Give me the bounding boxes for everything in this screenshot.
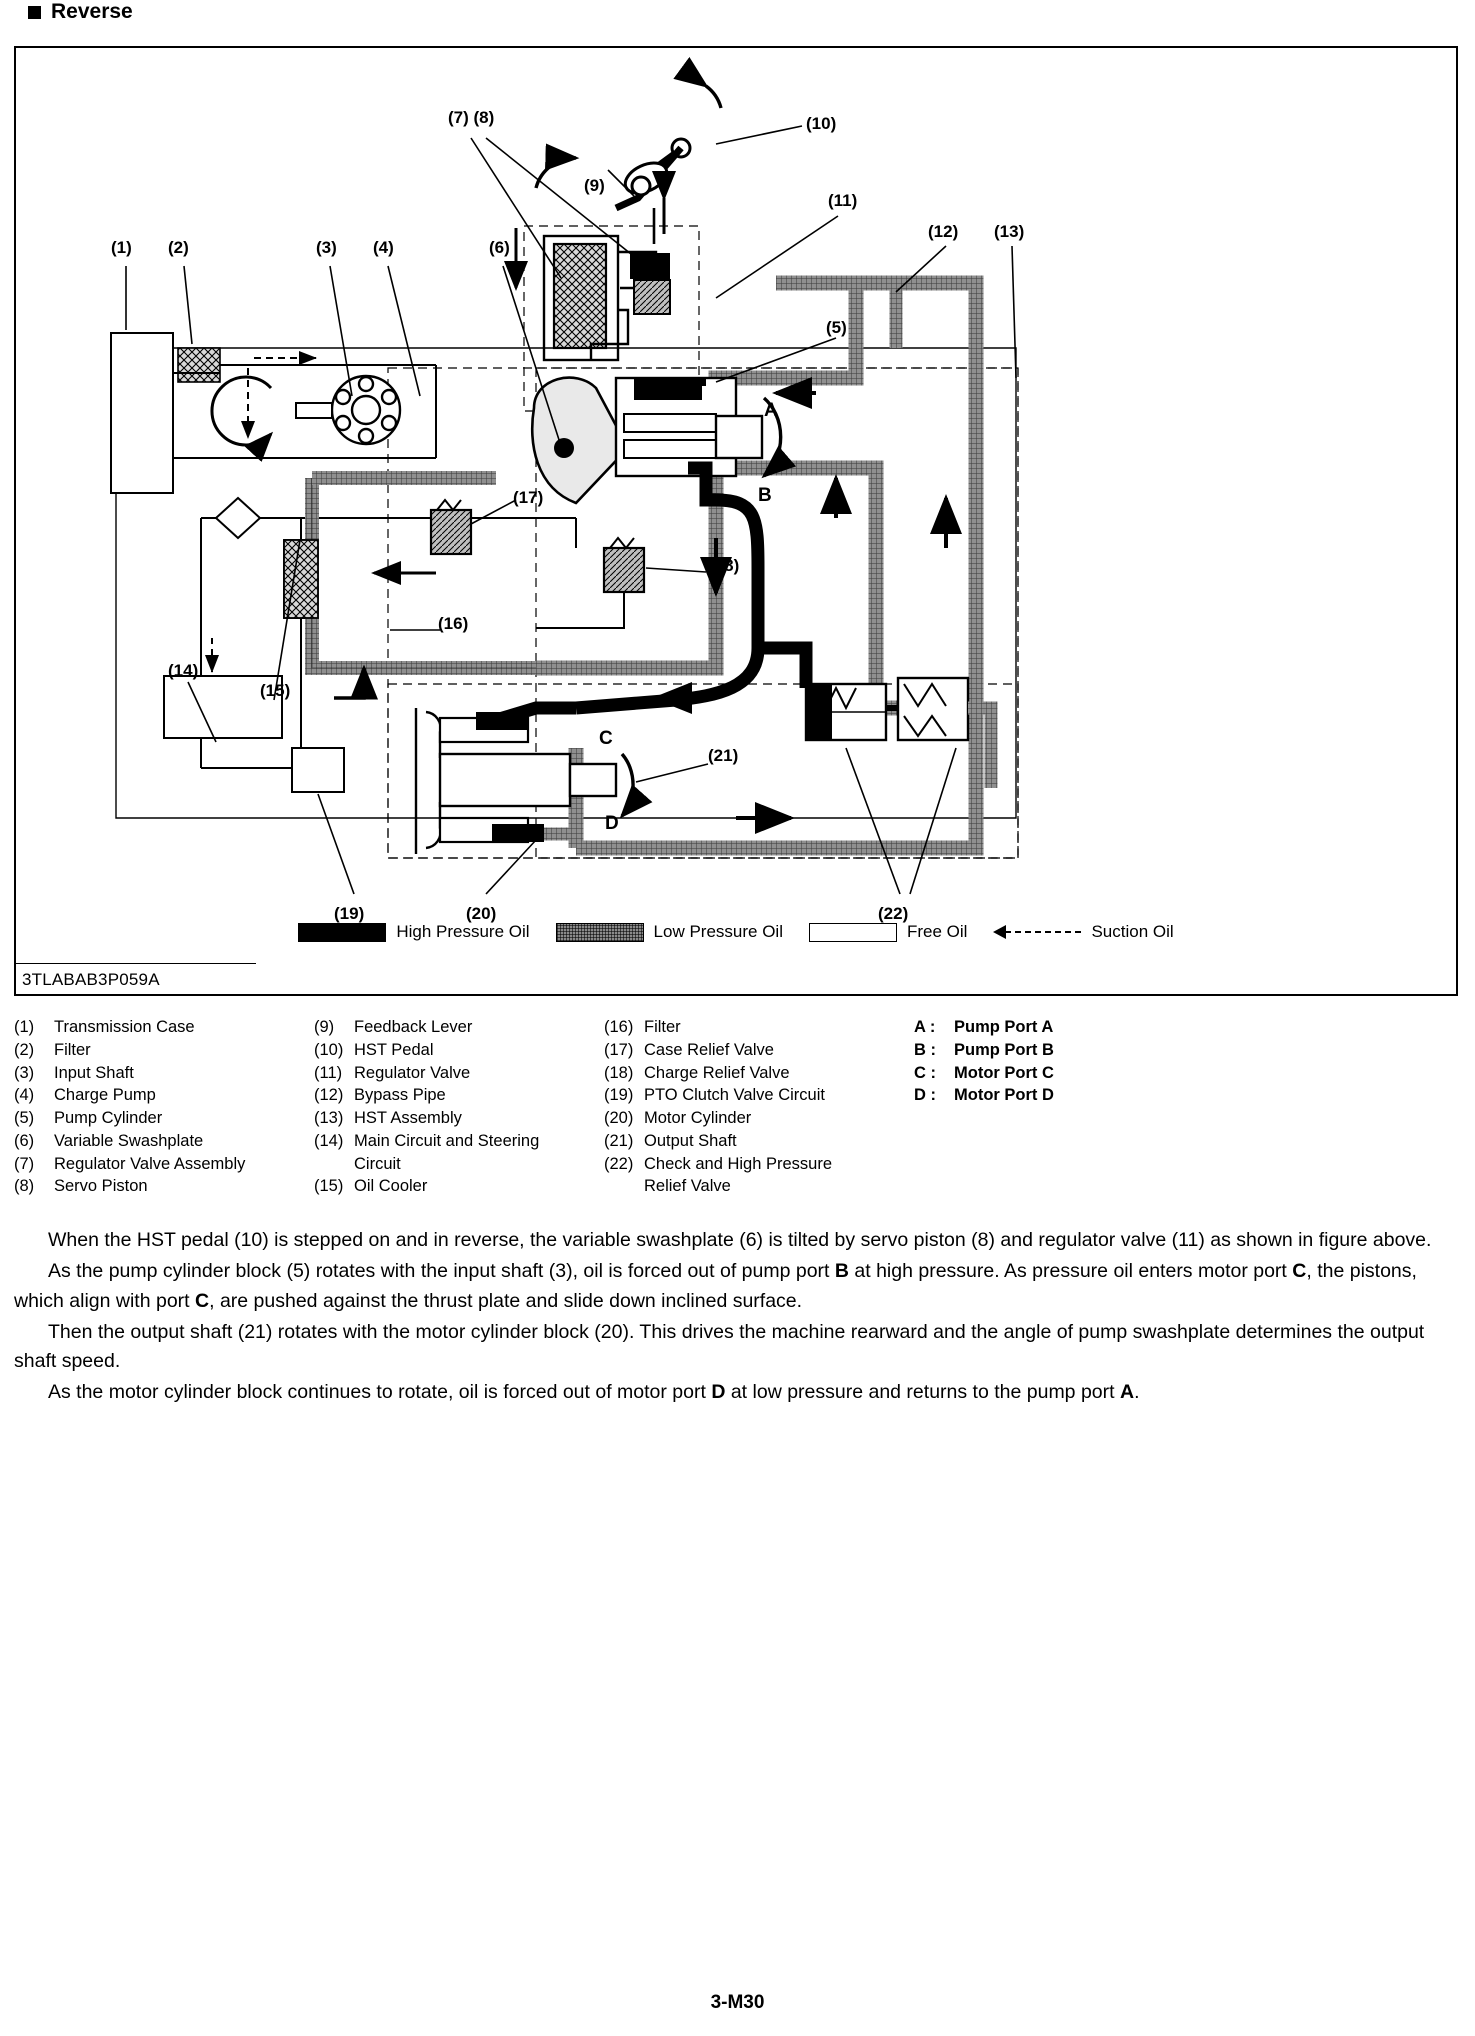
part-label: HST Pedal xyxy=(354,1040,434,1059)
port-key: D : xyxy=(914,1086,936,1105)
parts-column-2 xyxy=(314,1016,604,1198)
callout-6: (6) xyxy=(489,238,510,257)
part-item xyxy=(314,1084,604,1107)
part-label: Regulator Valve xyxy=(354,1063,471,1082)
part-label: Transmission Case xyxy=(54,1018,195,1036)
part-number: (20) xyxy=(604,1109,634,1128)
part-item xyxy=(604,1153,914,1176)
port-key: C : xyxy=(914,1063,936,1082)
callout-22: (22) xyxy=(878,904,909,923)
part-item xyxy=(604,1130,914,1153)
callout-12: (12) xyxy=(928,222,959,241)
callout-14: (14) xyxy=(168,661,199,680)
part-label-continued: Circuit xyxy=(354,1154,401,1173)
part-number: (19) xyxy=(604,1086,634,1105)
parts-column-1 xyxy=(14,1016,314,1198)
port-label: Pump Port A xyxy=(954,1018,1054,1036)
callout-21: (21) xyxy=(708,746,739,765)
swatch-low-pressure-icon xyxy=(556,923,644,942)
part-item xyxy=(14,1062,314,1085)
legend-item-free-oil xyxy=(809,922,967,942)
part-item xyxy=(604,1016,914,1039)
port-label-b: B xyxy=(758,485,772,506)
port-key: A : xyxy=(914,1018,936,1036)
callout-9: (9) xyxy=(584,176,605,195)
part-label: Charge Relief Valve xyxy=(644,1063,790,1082)
part-number: (1) xyxy=(14,1018,35,1036)
paragraph-4 xyxy=(14,1378,1458,1407)
p2-part-e: , the pistons, which align with port xyxy=(14,1260,1417,1312)
part-number: (8) xyxy=(14,1177,35,1196)
part-number: (18) xyxy=(604,1063,634,1082)
part-label: Output Shaft xyxy=(644,1131,737,1150)
part-number: (13) xyxy=(314,1109,344,1128)
part-number: (4) xyxy=(14,1086,35,1105)
callout-15: (15) xyxy=(260,681,291,700)
part-number: (10) xyxy=(314,1040,344,1059)
part-label: PTO Clutch Valve Circuit xyxy=(644,1086,825,1105)
part-label: Oil Cooler xyxy=(354,1177,428,1196)
part-number: (2) xyxy=(14,1040,35,1059)
section-heading-label: Reverse xyxy=(51,0,133,23)
part-number: (16) xyxy=(604,1018,634,1036)
part-label: Input Shaft xyxy=(54,1063,134,1082)
part-item xyxy=(604,1107,914,1130)
port-label: Pump Port B xyxy=(954,1040,1054,1059)
part-number: (9) xyxy=(314,1018,335,1036)
port-item xyxy=(914,1016,1214,1039)
p2-port-c2: C xyxy=(195,1289,210,1312)
part-number: (15) xyxy=(314,1177,344,1196)
part-label-continued: Relief Valve xyxy=(644,1177,731,1196)
callout-7-8: (7) (8) xyxy=(448,108,495,127)
parts-list xyxy=(14,1016,1458,1198)
parts-column-4-ports xyxy=(914,1016,1214,1198)
part-label: Charge Pump xyxy=(54,1086,156,1105)
parts-column-3 xyxy=(604,1016,914,1198)
legend-label-free: Free Oil xyxy=(906,922,968,941)
p4-part-e: . xyxy=(1134,1381,1140,1404)
part-number: (7) xyxy=(14,1154,35,1173)
part-number: (21) xyxy=(604,1131,634,1150)
p2-port-b: B xyxy=(834,1260,849,1283)
callout-17: (17) xyxy=(513,488,544,507)
part-label: Bypass Pipe xyxy=(354,1086,446,1105)
callout-19: (19) xyxy=(334,904,365,923)
part-item xyxy=(604,1084,914,1107)
port-label: Motor Port C xyxy=(954,1063,1054,1082)
callout-2: (2) xyxy=(168,238,189,257)
bullet-square-icon xyxy=(28,6,41,19)
part-number: (5) xyxy=(14,1109,35,1128)
part-item xyxy=(14,1107,314,1130)
part-item xyxy=(314,1107,604,1130)
paragraph-2 xyxy=(14,1257,1458,1316)
part-label: Filter xyxy=(644,1018,681,1036)
section-heading xyxy=(28,0,133,24)
part-item xyxy=(14,1130,314,1153)
part-label: Filter xyxy=(54,1040,91,1059)
callout-3: (3) xyxy=(316,238,337,257)
legend-item-high-pressure xyxy=(298,922,529,942)
page-footer: 3-M30 xyxy=(710,1992,765,2013)
p2-part-a: As the pump cylinder block (5) rotates with the input shaft (3), oil is forced out of pump port xyxy=(48,1260,835,1283)
legend-label-suction: Suction Oil xyxy=(1091,922,1174,941)
callout-4: (4) xyxy=(373,238,394,257)
figure-code: 3TLABAB3P059A xyxy=(22,970,160,989)
part-number: (6) xyxy=(14,1131,35,1150)
port-label-a: A xyxy=(764,400,778,421)
port-item xyxy=(914,1039,1214,1062)
part-item xyxy=(14,1153,314,1176)
legend-item-low-pressure xyxy=(556,922,783,942)
p4-part-a: As the motor cylinder block continues to rotate, oil is forced out of motor port xyxy=(48,1381,712,1404)
port-item xyxy=(914,1062,1214,1085)
paragraph-1: When the HST pedal (10) is stepped on and in reverse, the variable swashplate (6) is tilted by servo piston (8) and regulator valve (11) as shown in figure above. xyxy=(48,1229,1432,1251)
part-number: (3) xyxy=(14,1063,35,1082)
p4-part-c: at low pressure and returns to the pump port xyxy=(725,1381,1120,1404)
paragraph-3: Then the output shaft (21) rotates with the motor cylinder block (20). This drives the machine rearward and the angle of pump swashplate determines the output shaft speed. xyxy=(14,1320,1425,1372)
p2-part-g: , are pushed against the thrust plate and slide down inclined surface. xyxy=(209,1289,803,1312)
part-number: (22) xyxy=(604,1154,634,1173)
part-number: (17) xyxy=(604,1040,634,1059)
port-item xyxy=(914,1084,1214,1107)
swatch-high-pressure-icon xyxy=(298,923,386,942)
swatch-free-oil-icon xyxy=(809,923,897,942)
part-item xyxy=(14,1084,314,1107)
port-key: B : xyxy=(914,1040,936,1059)
part-item xyxy=(14,1016,314,1039)
p2-port-c1: C xyxy=(1292,1260,1307,1283)
part-item xyxy=(314,1175,604,1198)
part-label: Main Circuit and Steering xyxy=(354,1131,540,1150)
part-label: Pump Cylinder xyxy=(54,1109,163,1128)
figure-inner xyxy=(16,48,1456,994)
hydrostatic-transmission-schematic xyxy=(16,48,1456,994)
legend-label-high: High Pressure Oil xyxy=(396,922,530,941)
legend-item-suction-oil xyxy=(993,922,1173,942)
part-label: Regulator Valve Assembly xyxy=(54,1154,246,1173)
legend-label-low: Low Pressure Oil xyxy=(653,922,783,941)
callout-10: (10) xyxy=(806,114,837,133)
figure-code-divider xyxy=(16,963,256,964)
p4-port-a: A xyxy=(1119,1381,1135,1404)
part-item xyxy=(14,1175,314,1198)
part-number: (12) xyxy=(314,1086,344,1105)
part-item xyxy=(314,1062,604,1085)
part-label: Case Relief Valve xyxy=(644,1040,774,1059)
legend xyxy=(16,922,1456,942)
part-label: Servo Piston xyxy=(54,1177,148,1196)
p2-part-c: at high pressure. As pressure oil enters motor port xyxy=(848,1260,1293,1283)
part-item xyxy=(314,1016,604,1039)
part-item xyxy=(604,1062,914,1085)
part-label: Motor Cylinder xyxy=(644,1109,752,1128)
part-item xyxy=(14,1039,314,1062)
part-label: Feedback Lever xyxy=(354,1018,473,1036)
body-text xyxy=(14,1226,1458,1410)
part-item xyxy=(314,1039,604,1062)
part-label: Check and High Pressure xyxy=(644,1154,833,1173)
port-label-d: D xyxy=(605,813,619,834)
part-label: Variable Swashplate xyxy=(54,1131,204,1150)
callout-13: (13) xyxy=(994,222,1025,241)
part-number: (14) xyxy=(314,1131,344,1150)
port-label-c: C xyxy=(599,728,613,749)
callout-16: (16) xyxy=(438,614,469,633)
callout-1: (1) xyxy=(111,238,132,257)
part-item xyxy=(314,1130,604,1153)
swatch-suction-oil-icon xyxy=(993,923,1081,942)
part-label: HST Assembly xyxy=(354,1109,462,1128)
part-item xyxy=(604,1039,914,1062)
callout-11: (11) xyxy=(828,191,858,210)
callout-20: (20) xyxy=(466,904,497,923)
port-label: Motor Port D xyxy=(954,1086,1054,1105)
part-number: (11) xyxy=(314,1063,343,1082)
callout-5: (5) xyxy=(826,318,847,337)
p4-port-d: D xyxy=(711,1381,726,1404)
callout-18: (18) xyxy=(709,556,740,575)
figure-frame xyxy=(14,46,1458,996)
